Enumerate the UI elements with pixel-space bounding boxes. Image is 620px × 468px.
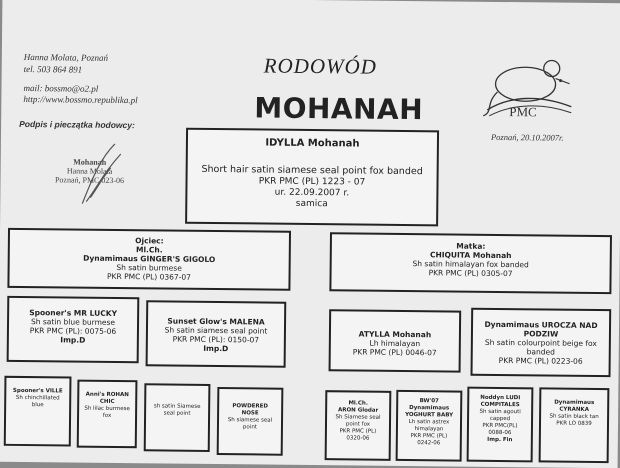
great-grandparent-box: Dynamimaus CYRANKA Sh satin black tan PKR LO 0839 — [539, 387, 610, 463]
grandparent-reg: PKR PMC (PL): 0075-06 — [29, 326, 117, 336]
handwritten-signature — [70, 137, 131, 208]
subject-name: IDYLLA Mohanah — [265, 137, 360, 150]
great-grandparent-box: Ml.Ch. ARON Glodar Sh Siamese seal point fox PKR PMC (PL) 0320-06 — [325, 390, 392, 461]
breeder-web: http://www.bossmo.republika.pl — [23, 93, 138, 106]
dam-reg: PKR PMC (PL) 0305-07 — [428, 268, 513, 279]
dam-variety: Sh satin himalayan fox banded — [412, 259, 529, 270]
grandparent-name: Spooner's MR LUCKY — [29, 308, 118, 318]
sire-box — [7, 228, 291, 291]
grandparent-name: ATYLLA Mohanah — [358, 329, 432, 340]
grandparent-variety: Sh satin colourpoint beige fox banded — [484, 337, 597, 357]
subject-sex: samica — [295, 198, 328, 210]
sire-name: Dynamimaus GINGER'S GIGOLO — [83, 253, 216, 265]
subject-box — [185, 128, 439, 227]
great-grandparent-box: Spooner's VILLE Sh chinchillated blue — [4, 376, 72, 447]
grandparent-box — [471, 308, 612, 377]
grandparent-reg: PKR PMC (PL): 0150-07 — [172, 334, 260, 345]
dam-name: CHIQUITA Mohanah — [429, 250, 512, 261]
grandparent-reg: PKR PMC (PL) 0223-06 — [498, 355, 583, 366]
grandparent-note: Imp.D — [60, 335, 86, 345]
breeder-phone: tel. 503 864 891 — [23, 63, 83, 75]
great-grandparent-box: BW'07 Dynamimaus YOGHURT BABY Lh satin astrex himalayan PKR PMC (PL) 0242-06 — [396, 390, 463, 462]
grandparent-box — [7, 296, 140, 363]
subject-reg: PKR PMC (PL) 1223 - 07 — [258, 176, 366, 188]
grandparent-name: Dynamimaus UROCZA NAD PODZIW — [484, 319, 598, 339]
pmc-mouse-logo-icon — [479, 56, 576, 123]
dam-box — [329, 232, 612, 294]
grandparent-name: Sunset Glow's MALENA — [167, 316, 265, 327]
subject-born: ur. 22.09.2007 r. — [274, 187, 350, 199]
breeder-name: Hanna Molata, Poznań — [23, 51, 109, 63]
kennel-name: MOHANAH — [254, 91, 424, 127]
sire-reg: PKR PMC (PL) 0367-07 — [107, 271, 192, 282]
great-grandparent-box: POWDERED NOSE Sh siamese seal point — [217, 387, 284, 456]
breeder-stamp: Mohanah Hanna Molata Poznań, PMC 023-06 — [54, 157, 125, 186]
subject-variety: Short hair satin siamese seal point fox banded — [201, 163, 423, 178]
breeder-mail: mail: bossmo@o2.pl — [23, 82, 99, 94]
dam-role: Matka: — [456, 241, 486, 251]
grandparent-variety: Sh satin blue burmese — [30, 317, 116, 327]
sire-title: Ml.Ch. — [135, 245, 163, 255]
signature-label: Podpis i pieczątka hodowcy: — [19, 118, 135, 131]
logo-text: PMC — [509, 104, 537, 120]
grandparent-variety: Sh satin siamese seal point — [164, 325, 268, 336]
sire-variety: Sh satin burmese — [116, 262, 182, 273]
grandparent-reg: PKR PMC (PL) 0046-07 — [352, 347, 437, 358]
document-date: Poznań, 20.10.2007r. — [490, 131, 564, 143]
great-grandparent-box: Anni's ROHAN CHIC Sh lilac burmese fox — [77, 380, 138, 449]
sire-role: Ojciec: — [135, 236, 164, 246]
grandparent-variety: Lh himalayan — [369, 338, 421, 349]
grandparent-note: Imp.D — [203, 343, 229, 354]
document-title: RODOWÓD — [263, 53, 378, 79]
grandparent-box — [329, 309, 462, 372]
grandparent-box — [146, 300, 287, 367]
great-grandparent-box: sh satin Siamese seal point — [144, 383, 211, 452]
great-grandparent-box: Noddyn LUDI COMPITALES Sh satin agouti capped PKR PMC(PL) 0088-06 Imp. Fin — [467, 387, 534, 463]
